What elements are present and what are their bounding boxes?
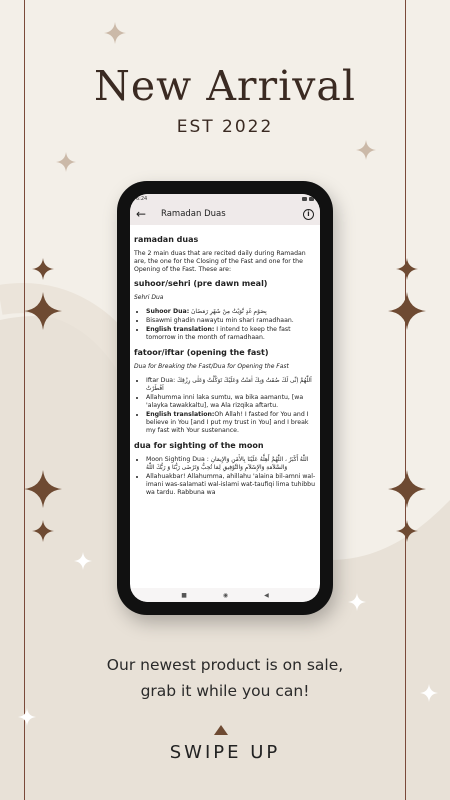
info-icon[interactable]: i (303, 209, 314, 220)
intro-paragraph: The 2 main duas that are recited daily during Ramadan are, the one for the Closing of the Fast and one for the Opening of the Fast. These are: (134, 250, 306, 273)
list-item (146, 411, 316, 435)
app-bar (130, 203, 320, 225)
sparkle-icon (396, 258, 418, 280)
battery-icon (309, 197, 314, 201)
status-time: 6:24 (136, 195, 148, 202)
section-heading: dua for sighting of the moon (134, 441, 264, 450)
list-item (146, 308, 316, 316)
back-icon[interactable]: ◀ (264, 591, 269, 599)
section-subtitle: Dua for Breaking the Fast/Dua for Opening the Fast (134, 363, 289, 370)
system-nav-bar (130, 588, 320, 602)
caption-line: Our newest product is on sale, (106, 656, 344, 674)
article-content (130, 225, 320, 497)
list-item-label: Moon Sighting Dua : (146, 456, 209, 463)
status-icons (302, 197, 314, 201)
up-arrow-icon (214, 725, 228, 735)
sparkle-icon (104, 22, 126, 44)
list-item-label: Iftar Dua: (146, 377, 176, 384)
list-item-label: English translation: (146, 411, 215, 418)
app-title: Ramadan Duas (161, 209, 226, 219)
sparkle-icon (32, 258, 54, 280)
list-item: • Allahuakbar! Allahumma, ahillahu 'alaina bil-amni wal-imani was-salamati wal-islami wat-taufiqi lima tuhibbu wa tardu. Rabbuna wa (146, 473, 316, 497)
status-bar (130, 194, 320, 203)
list-item-label: Suhoor Dua: (146, 308, 190, 315)
caption-line: grab it while you can! (140, 682, 310, 700)
headline: New Arrival (94, 62, 356, 110)
list-item (146, 326, 316, 342)
sparkle-icon (388, 470, 426, 508)
recents-icon[interactable]: ■ (181, 591, 187, 599)
bullet-list (146, 456, 316, 497)
home-icon[interactable]: ◉ (222, 591, 229, 599)
sparkle-icon (74, 552, 92, 570)
sparkle-icon (24, 470, 62, 508)
article-heading: ramadan duas (134, 235, 199, 244)
sparkle-icon (56, 152, 76, 172)
arabic-text: بِصَوْمِ غَدٍ نَّوَيْتُ مِنْ شَهْرِ رَمَضَانَ (191, 309, 267, 315)
bullet-list (146, 308, 316, 342)
bullet-list (146, 377, 316, 435)
list-item-text: Oh Allah! I fasted for You and I believe in You [and I put my trust in You] and I break my fast with Your sustenance. (146, 411, 309, 434)
swipe-up-cta[interactable]: SWIPE UP (169, 742, 281, 763)
list-item (146, 377, 316, 393)
sparkle-icon (32, 520, 54, 542)
promo-caption (0, 652, 450, 704)
arabic-text: اَللّٰهُمَّ اِنِّى لَكَ صُمْتُ وَبِكَ اٰمَنْتُ وَعَلَيْكَ تَوَكَّلْتُ وَعَلٰى رِزْقِكَ اَفْطَرْتُ (146, 378, 312, 392)
list-item-label: English translation: (146, 326, 215, 333)
sparkle-icon (24, 292, 62, 330)
list-item: • Bisawmi ghadin nawaytu min shari ramadhaan. (146, 317, 316, 325)
arabic-text: اللّٰهُ أَكْبَرُ ، اللّٰهُمَّ أَهِلَّهُ عَلَيْنَا بِالأَمْنِ وَالإِيمَانِ وَالسَّلاَمَةِ وَالإِسْلاَمِ وَالتَّوْفِيقِ لِمَا تُحِبُّ وَتَرْضَى رَبُّنَا وَ رَبُّكَ اللّٰهُ (146, 457, 309, 471)
phone-mockup (117, 181, 333, 615)
section-heading: fatoor/iftar (opening the fast) (134, 348, 269, 357)
sparkle-icon (18, 708, 36, 726)
subhead: EST 2022 (176, 117, 274, 137)
list-item: • Allahumma inni laka sumtu, wa bika aamantu, [wa 'alayka tawakkaltu], wa Ala rizqika aftartu. (146, 394, 316, 410)
sparkle-icon (348, 593, 366, 611)
list-item (146, 456, 316, 472)
section-subtitle: Sehri Dua (134, 294, 164, 301)
section-heading: suhoor/sehri (pre dawn meal) (134, 279, 268, 288)
sparkle-icon (356, 140, 376, 160)
sparkle-icon (396, 520, 418, 542)
back-arrow-icon[interactable]: ← (136, 207, 147, 221)
wifi-icon (302, 197, 307, 201)
list-item-text: I intend to keep the fast tomorrow in the month of ramadhaan. (146, 326, 291, 341)
phone-screen (130, 194, 320, 602)
sparkle-icon (388, 292, 426, 330)
